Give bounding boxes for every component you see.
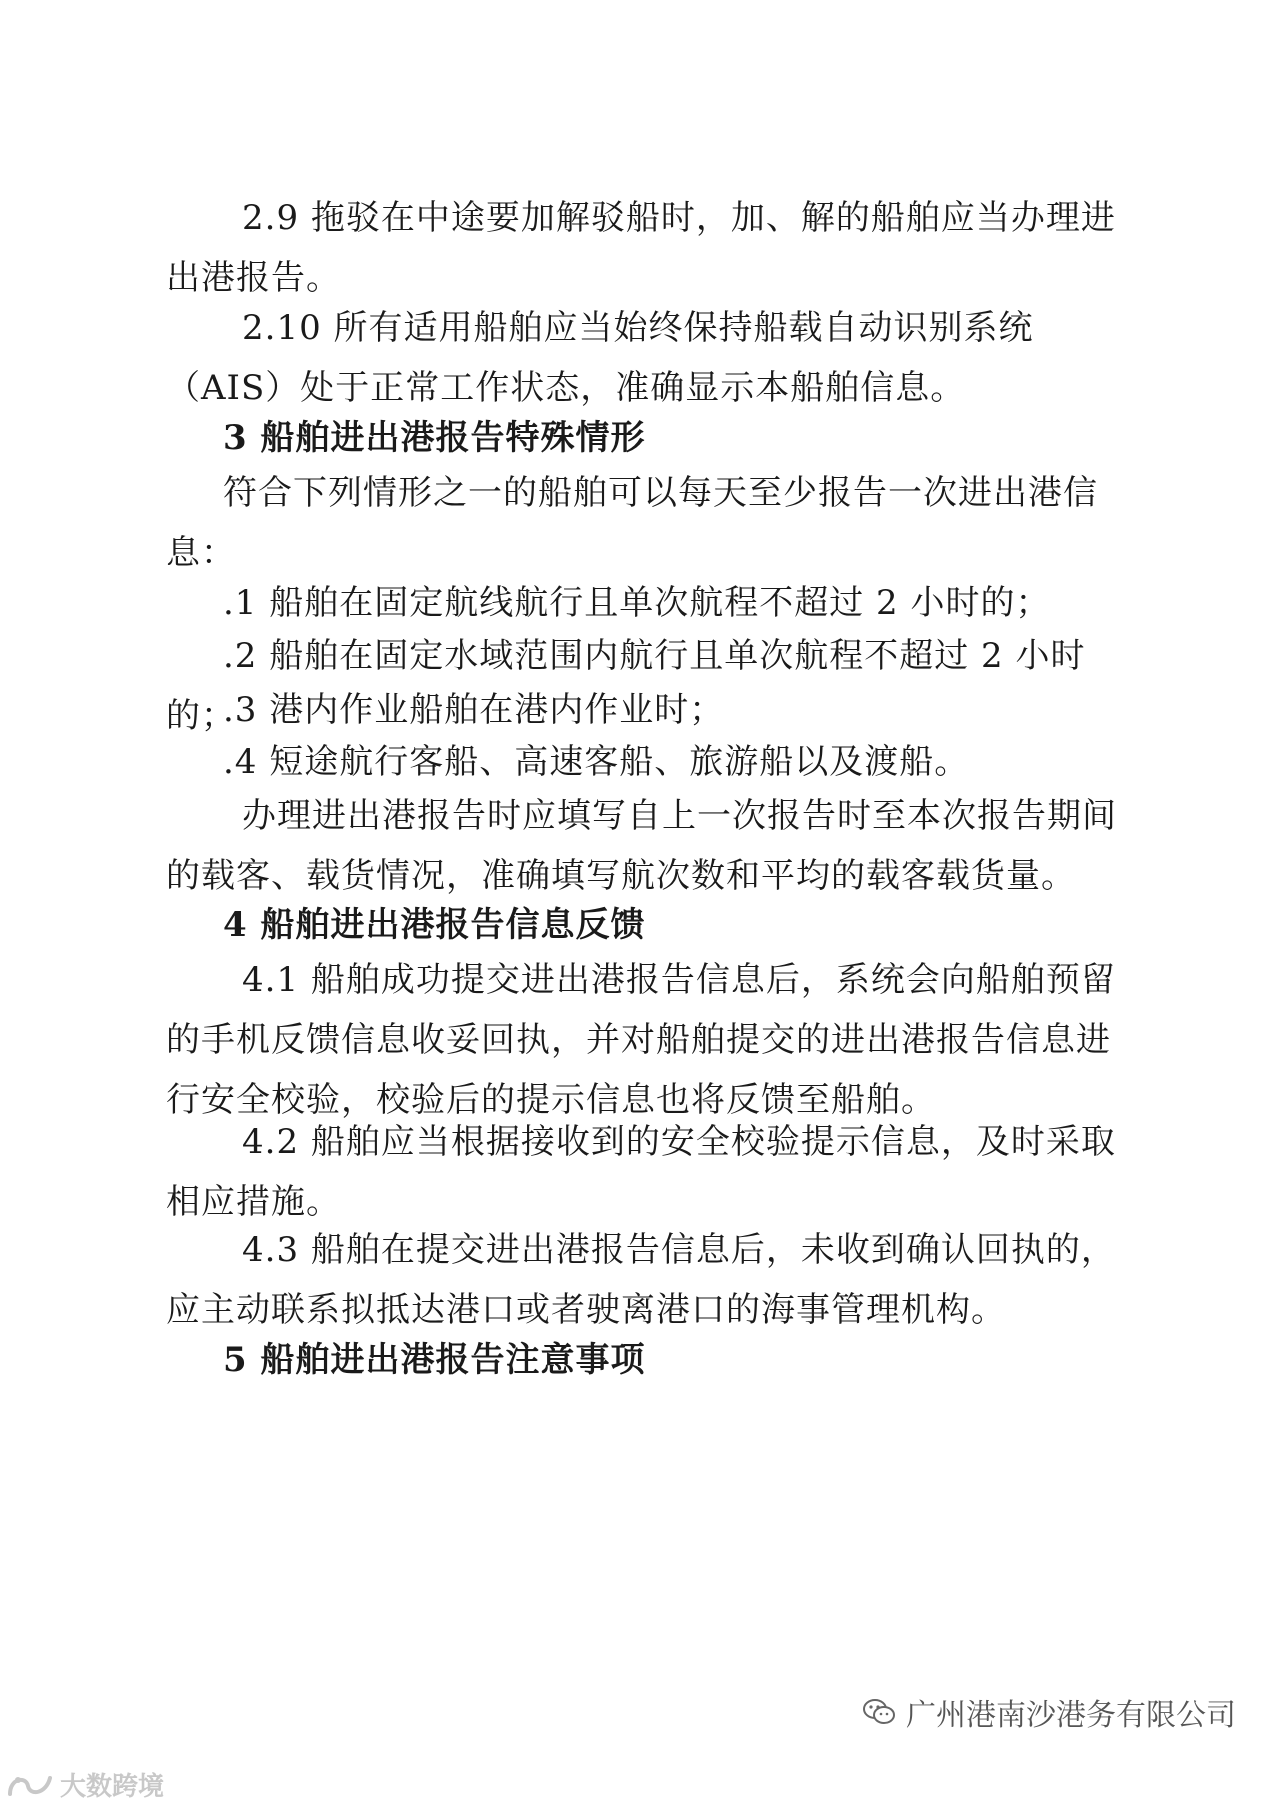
brand-watermark <box>6 1766 164 1803</box>
paragraph-2-9: 2.9 拖驳在中途要加解驳船时，加、解的船舶应当办理进出港报告。 <box>166 198 1116 298</box>
paragraph-3-note: 办理进出港报告时应填写自上一次报告时至本次报告期间的载客、载货情况，准确填写航次数和平均的载客载货量。 <box>166 796 1117 896</box>
paragraph-4-1: 4.1 船舶成功提交进出港报告信息后，系统会向船舶预留的手机反馈信息收妥回执，并对船舶提交的进出港报告信息进行安全校验，校验后的提示信息也将反馈至船舶。 <box>166 960 1116 1120</box>
source-watermark-text: 广州港南沙港务有限公司 <box>906 1698 1236 1733</box>
brand-logo-icon <box>6 1770 54 1800</box>
list-item-4: .4 短途航行客船、高速客船、旅游船以及渡船。 <box>223 742 970 782</box>
paragraph-3-intro: 符合下列情形之一的船舶可以每天至少报告一次进出港信息： <box>166 473 1098 573</box>
paragraph-2-10: 2.10 所有适用船舶应当始终保持船载自动识别系统（AIS）处于正常工作状态，准确显示本船舶信息。 <box>166 308 1034 408</box>
section-heading-3: 3 船舶进出港报告特殊情形 <box>223 418 646 458</box>
list-item-2: .2 船舶在固定水域范围内航行且单次航程不超过 2 小时的； <box>166 636 1086 736</box>
source-watermark <box>862 1690 1236 1734</box>
section-heading-4: 4 船舶进出港报告信息反馈 <box>223 905 646 945</box>
list-item-3: .3 港内作业船舶在港内作业时； <box>223 690 725 730</box>
paragraph-4-2: 4.2 船舶应当根据接收到的安全校验提示信息，及时采取相应措施。 <box>166 1122 1116 1222</box>
wechat-icon <box>862 1697 896 1727</box>
list-item-1: .1 船舶在固定航线航行且单次航程不超过 2 小时的； <box>223 583 1051 623</box>
section-heading-5: 5 船舶进出港报告注意事项 <box>223 1340 646 1380</box>
paragraph-4-3: 4.3 船舶在提交进出港报告信息后，未收到确认回执的，应主动联系拟抵达港口或者驶离港口的海事管理机构。 <box>166 1230 1116 1330</box>
brand-watermark-text: 大数跨境 <box>60 1772 165 1802</box>
